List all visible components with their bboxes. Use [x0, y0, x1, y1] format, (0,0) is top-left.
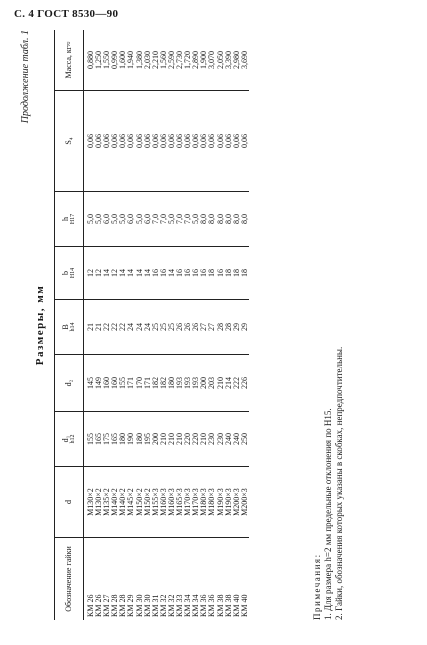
cell-h: 6,0 [127, 192, 135, 247]
cell-b: 14 [127, 247, 135, 300]
cell-h: 5,0 [136, 192, 144, 247]
cell-m: 2,050 [217, 30, 225, 91]
col-b [55, 247, 84, 300]
col-d1-label: d₁ [60, 435, 70, 443]
cell-d1: 165 [111, 412, 119, 467]
cell-m: 2,980 [233, 30, 241, 91]
cell-s: 0,06 [119, 91, 127, 192]
cell-d: М140×2 [119, 467, 127, 538]
cell-s: 0,06 [103, 91, 111, 192]
cell-b: 12 [95, 247, 103, 300]
col-b-label: b [60, 271, 70, 275]
cell-d2: 145 [84, 355, 96, 412]
cell-b: 16 [217, 247, 225, 300]
col-h-tol: H17 [70, 213, 77, 225]
cell-d1: 200 [152, 412, 160, 467]
cell-d2: 214 [225, 355, 233, 412]
cell-d: М190×3 [225, 467, 233, 538]
cell-d1: 240 [225, 412, 233, 467]
cell-name: КМ 34 [191, 594, 201, 617]
cell-d: М170×3 [184, 467, 192, 538]
cell-s: 0,06 [176, 91, 184, 192]
col-B-tol: h14 [70, 322, 77, 332]
cell-h: 8,0 [200, 192, 208, 247]
cell-h: 7,0 [160, 192, 168, 247]
cell-d1: 175 [103, 412, 111, 467]
cell-s: 0,06 [111, 91, 119, 192]
cell-s: 0,06 [208, 91, 216, 192]
col-h [55, 192, 84, 247]
cell-b: 16 [184, 247, 192, 300]
cell-name: КМ 33 [175, 594, 185, 617]
cell-m: 2,590 [168, 30, 176, 91]
cell-B: 25 [168, 300, 176, 355]
cell-b: 14 [103, 247, 111, 300]
cell-d1: 220 [184, 412, 192, 467]
cell-B: 24 [136, 300, 144, 355]
cell-d: М150×2 [144, 467, 152, 538]
col-designation: Обозначение гайки [55, 538, 84, 621]
cell-d1: 230 [217, 412, 225, 467]
cell-s: 0,06 [160, 91, 168, 192]
cell-B: 26 [176, 300, 184, 355]
cell-d: М155×3 [152, 467, 160, 538]
cell-d2: 222 [233, 355, 241, 412]
cell-s: 0,06 [200, 91, 208, 192]
cell-B: 26 [192, 300, 200, 355]
cell-h: 8,0 [208, 192, 216, 247]
cell-name: КМ 28 [110, 594, 120, 617]
cell-m: 1,250 [95, 30, 103, 91]
cell-d1: 230 [208, 412, 216, 467]
col-d1 [55, 412, 84, 467]
cell-h: 8,0 [217, 192, 225, 247]
cell-d2: 200 [200, 355, 208, 412]
note-2: 2. Гайки, обозначения которых указаны в скобках, непредпочтительны. [334, 346, 344, 620]
cell-d2: 160 [111, 355, 119, 412]
cell-B: 27 [208, 300, 216, 355]
cell-B: 28 [217, 300, 225, 355]
cell-d: М180×3 [200, 467, 208, 538]
col-S: S₄ [55, 91, 84, 192]
notes-heading: Примечания: [312, 553, 322, 620]
cell-B: 22 [103, 300, 111, 355]
cell-s: 0,06 [84, 91, 96, 192]
cell-d1: 210 [168, 412, 176, 467]
cell-d: М160×3 [160, 467, 168, 538]
cell-s: 0,06 [192, 91, 200, 192]
cell-B: 29 [233, 300, 241, 355]
cell-d2: 193 [176, 355, 184, 412]
cell-name: КМ 26 [86, 594, 95, 617]
cell-b: 14 [168, 247, 176, 300]
cell-h: 8,0 [225, 192, 233, 247]
cell-d: М200×3 [233, 467, 241, 538]
cell-m: 0,990 [111, 30, 119, 91]
cell-B: 22 [111, 300, 119, 355]
cell-name: КМ 36 [207, 594, 217, 617]
cell-d2: 226 [241, 355, 249, 412]
cell-s: 0,06 [136, 91, 144, 192]
cell-d: М160×3 [168, 467, 176, 538]
cell-b: 16 [152, 247, 160, 300]
cell-h: 5,0 [95, 192, 103, 247]
cell-d2: 170 [136, 355, 144, 412]
cell-name: КМ 38 [223, 594, 233, 617]
cell-d1: 240 [233, 412, 241, 467]
cell-m: 2,730 [176, 30, 184, 91]
cell-name: КМ 31 [150, 594, 160, 617]
cell-d1: 195 [144, 412, 152, 467]
cell-h: 7,0 [152, 192, 160, 247]
cell-name: КМ 34 [183, 594, 193, 617]
cell-B: 29 [241, 300, 249, 355]
cell-name: КМ 36 [199, 594, 209, 617]
cell-s: 0,06 [233, 91, 241, 192]
cell-d: М200×3 [241, 467, 249, 538]
cell-d: М165×3 [176, 467, 184, 538]
cell-name: КМ 30 [142, 594, 152, 617]
cell-d: М130×2 [84, 467, 96, 538]
cell-s: 0,06 [127, 91, 135, 192]
cell-b: 14 [119, 247, 127, 300]
cell-m: 1,600 [119, 30, 127, 91]
cell-d1: 155 [84, 412, 96, 467]
cell-m: 2,210 [152, 30, 160, 91]
cell-d2: 149 [95, 355, 103, 412]
cell-d2: 193 [184, 355, 192, 412]
col-B-label: B [60, 324, 70, 330]
table-body [84, 30, 249, 620]
cell-d1: 210 [200, 412, 208, 467]
cell-name: КМ 28 [118, 594, 128, 617]
cell-B: 28 [225, 300, 233, 355]
cell-B: 25 [152, 300, 160, 355]
cell-d2: 182 [152, 355, 160, 412]
cell-m: 1,560 [160, 30, 168, 91]
notes-block [312, 347, 345, 620]
cell-d2: 182 [160, 355, 168, 412]
col-B [55, 300, 84, 355]
cell-d2: 171 [127, 355, 135, 412]
page-header: С. 4 ГОСТ 8530—90 [14, 8, 119, 20]
cell-d: М145×2 [127, 467, 135, 538]
cell-B: 21 [84, 300, 96, 355]
cell-m: 2,030 [144, 30, 152, 91]
table-row [241, 30, 249, 620]
cell-B: 22 [119, 300, 127, 355]
cell-d2: 203 [208, 355, 216, 412]
cell-name: КМ 40 [231, 594, 241, 617]
cell-h: 6,0 [103, 192, 111, 247]
cell-B: 27 [200, 300, 208, 355]
cell-m: 2,890 [192, 30, 200, 91]
cell-m: 1,940 [127, 30, 135, 91]
cell-d2: 193 [192, 355, 200, 412]
cell-d: М180×3 [208, 467, 216, 538]
cell-name: КМ 26 [94, 594, 104, 617]
cell-b: 12 [84, 247, 96, 300]
cell-b: 14 [144, 247, 152, 300]
col-d1-tol: h12 [70, 434, 77, 444]
cell-b: 14 [136, 247, 144, 300]
dimensions-table [54, 30, 249, 620]
cell-name: КМ 29 [126, 594, 136, 617]
cell-name: КМ 32 [166, 594, 176, 617]
cell-s: 0,06 [152, 91, 160, 192]
note-1: 1. Для размера h=2 мм предельные отклонения по H15. [323, 408, 333, 620]
cell-d1: 165 [95, 412, 103, 467]
cell-b: 12 [111, 247, 119, 300]
cell-s: 0,06 [217, 91, 225, 192]
cell-h: 6,0 [144, 192, 152, 247]
cell-h: 5,0 [192, 192, 200, 247]
cell-h: 5,0 [119, 192, 127, 247]
cell-m: 1,720 [184, 30, 192, 91]
continuation-label: Продолжение табл. 1 [20, 30, 31, 124]
cell-b: 18 [225, 247, 233, 300]
cell-s: 0,06 [168, 91, 176, 192]
cell-b: 18 [208, 247, 216, 300]
cell-s: 0,06 [144, 91, 152, 192]
cell-name: КМ 30 [134, 594, 144, 617]
cell-B: 21 [95, 300, 103, 355]
cell-name: КМ 38 [215, 594, 225, 617]
cell-s: 0,06 [241, 91, 249, 192]
cell-B: 24 [144, 300, 152, 355]
cell-d1: 180 [136, 412, 144, 467]
cell-d: М150×2 [136, 467, 144, 538]
cell-d1: 210 [176, 412, 184, 467]
cell-s: 0,06 [225, 91, 233, 192]
cell-d2: 160 [103, 355, 111, 412]
cell-b: 16 [200, 247, 208, 300]
cell-d2: 171 [144, 355, 152, 412]
table-header-row [55, 30, 84, 620]
cell-b: 18 [233, 247, 241, 300]
cell-d: М130×2 [95, 467, 103, 538]
cell-name: КМ 27 [102, 594, 112, 617]
cell-h: 7,0 [184, 192, 192, 247]
cell-h: 5,0 [168, 192, 176, 247]
cell-s: 0,06 [95, 91, 103, 192]
cell-d1: 210 [160, 412, 168, 467]
cell-B: 24 [127, 300, 135, 355]
cell-b: 16 [192, 247, 200, 300]
cell-B: 25 [160, 300, 168, 355]
cell-b: 18 [241, 247, 249, 300]
cell-d2: 210 [217, 355, 225, 412]
cell-h: 8,0 [241, 192, 249, 247]
cell-m: 1,550 [103, 30, 111, 91]
cell-d: М140×2 [111, 467, 119, 538]
cell-d1: 250 [241, 412, 249, 467]
cell-s: 0,06 [184, 91, 192, 192]
cell-d1: 180 [119, 412, 127, 467]
cell-b: 16 [176, 247, 184, 300]
cell-m: 0,880 [84, 30, 96, 91]
cell-m: 1,900 [200, 30, 208, 91]
rotated-table-page [20, 30, 415, 620]
cell-d1: 220 [192, 412, 200, 467]
col-d2: d₂ [55, 355, 84, 412]
cell-d2: 155 [119, 355, 127, 412]
cell-d: М135×2 [103, 467, 111, 538]
table-title: Размеры, мм [34, 284, 46, 366]
col-b-tol: H14 [70, 267, 77, 279]
col-mass: Масса, кг≈ [55, 30, 84, 91]
cell-name: КМ 40 [239, 594, 249, 617]
cell-d: М170×3 [192, 467, 200, 538]
cell-m: 1,380 [136, 30, 144, 91]
cell-m: 3,690 [241, 30, 249, 91]
cell-name: КМ 32 [158, 594, 168, 617]
cell-d2: 180 [168, 355, 176, 412]
col-d: d [55, 467, 84, 538]
col-h-label: h [60, 217, 70, 221]
cell-m: 3,390 [225, 30, 233, 91]
cell-d1: 190 [127, 412, 135, 467]
cell-b: 16 [160, 247, 168, 300]
cell-m: 3,070 [208, 30, 216, 91]
cell-h: 5,0 [111, 192, 119, 247]
cell-h: 8,0 [233, 192, 241, 247]
cell-h: 5,0 [84, 192, 96, 247]
cell-h: 7,0 [176, 192, 184, 247]
cell-d: М190×3 [217, 467, 225, 538]
cell-B: 26 [184, 300, 192, 355]
